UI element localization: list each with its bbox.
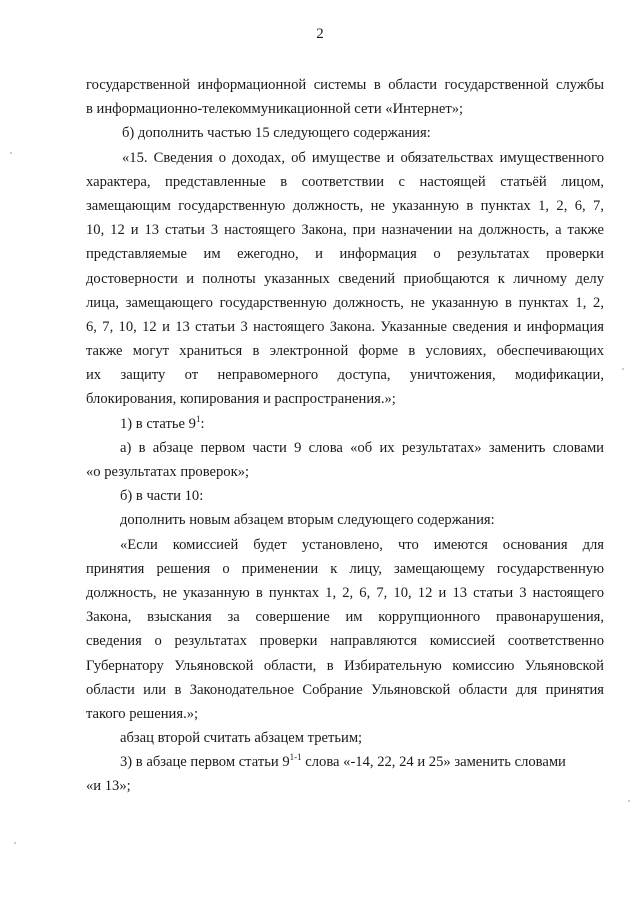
- text-line: «и 13»;: [86, 778, 131, 795]
- text-line: должность, не указанную в пунктах 1, 2, 6, 7, 10, 12 и 13 статьи 3 настоящего: [86, 584, 604, 601]
- text-line: замещающим государственную должность, не указанную в пунктах 1, 2, 6, 7,: [86, 197, 604, 214]
- text-line: лица, замещающего государственную должность, не указанную в пунктах 1, 2,: [86, 294, 604, 311]
- text-line: абзац второй считать абзацем третьим;: [120, 730, 363, 747]
- text-line: блокирования, копирования и распространения.»;: [86, 391, 396, 408]
- text-fragment: :: [200, 415, 205, 432]
- text-line: такого решения.»;: [86, 705, 199, 722]
- text-fragment: 1) в статье 9: [120, 415, 196, 432]
- text-line: Закона, взыскания за совершение им коррупционного правонарушения,: [86, 609, 604, 626]
- scan-speck: [10, 152, 12, 154]
- text-fragment: слова «-14, 22, 24 и 25» заменить словами: [301, 754, 566, 771]
- text-line: также могут храниться в электронной форме в условиях, обеспечивающих: [86, 343, 604, 360]
- text-line: представляемые им ежегодно, и информация о результатах проверки: [86, 246, 604, 263]
- text-line: государственной информационной системы в области государственной службы: [86, 77, 604, 93]
- text-line-article-9-1: [86, 412, 604, 436]
- superscript: 1-1: [289, 752, 302, 763]
- text-line: характера, представленные в соответствии с настоящей статьёй лицом,: [86, 173, 604, 190]
- text-line: «15. Сведения о доходах, об имуществе и обязательствах имущественного: [122, 149, 604, 166]
- text-fragment: 3) в абзаце первом статьи 9: [120, 754, 290, 771]
- text-line: «о результатах проверок»;: [86, 464, 250, 480]
- text-line: их защиту от неправомерного доступа, уничтожения, модификации,: [86, 367, 604, 384]
- text-line: дополнить новым абзацем вторым следующего содержания:: [120, 512, 495, 529]
- scan-speck: [14, 842, 16, 844]
- page-number: 2: [316, 26, 324, 42]
- text-line: достоверности и полноты указанных сведений приобщаются к личному делу: [86, 270, 604, 287]
- text-line: Губернатору Ульяновской области, в Избирательную комиссию Ульяновской: [86, 657, 604, 674]
- superscript: 1: [195, 413, 201, 424]
- text-line: в информационно-телекоммуникационной сети «Интернет»;: [86, 101, 464, 118]
- scan-speck: [628, 800, 630, 802]
- text-line: принятия решения о применении к лицу, замещающему государственную: [86, 560, 604, 577]
- text-line: «Если комиссией будет установлено, что имеются основания для: [120, 536, 604, 553]
- text-line: сведения о результатах проверки направляются комиссией соответственно: [86, 633, 604, 650]
- text-line-article-9-1-1: [86, 750, 604, 774]
- text-line: а) в абзаце первом части 9 слова «об их результатах» заменить словами: [120, 439, 604, 456]
- text-line: б) дополнить частью 15 следующего содержания:: [122, 125, 431, 142]
- text-line: б) в части 10:: [120, 488, 204, 505]
- text-line: области или в Законодательное Собрание Ульяновской области для принятия: [86, 681, 604, 698]
- text-line: 10, 12 и 13 статьи 3 настоящего Закона, при назначении на должность, а также: [86, 222, 604, 239]
- scan-speck: [622, 368, 624, 370]
- document-body: [86, 73, 604, 799]
- text-line: 6, 7, 10, 12 и 13 статьи 3 настоящего Закона. Указанные сведения и информация: [86, 318, 604, 335]
